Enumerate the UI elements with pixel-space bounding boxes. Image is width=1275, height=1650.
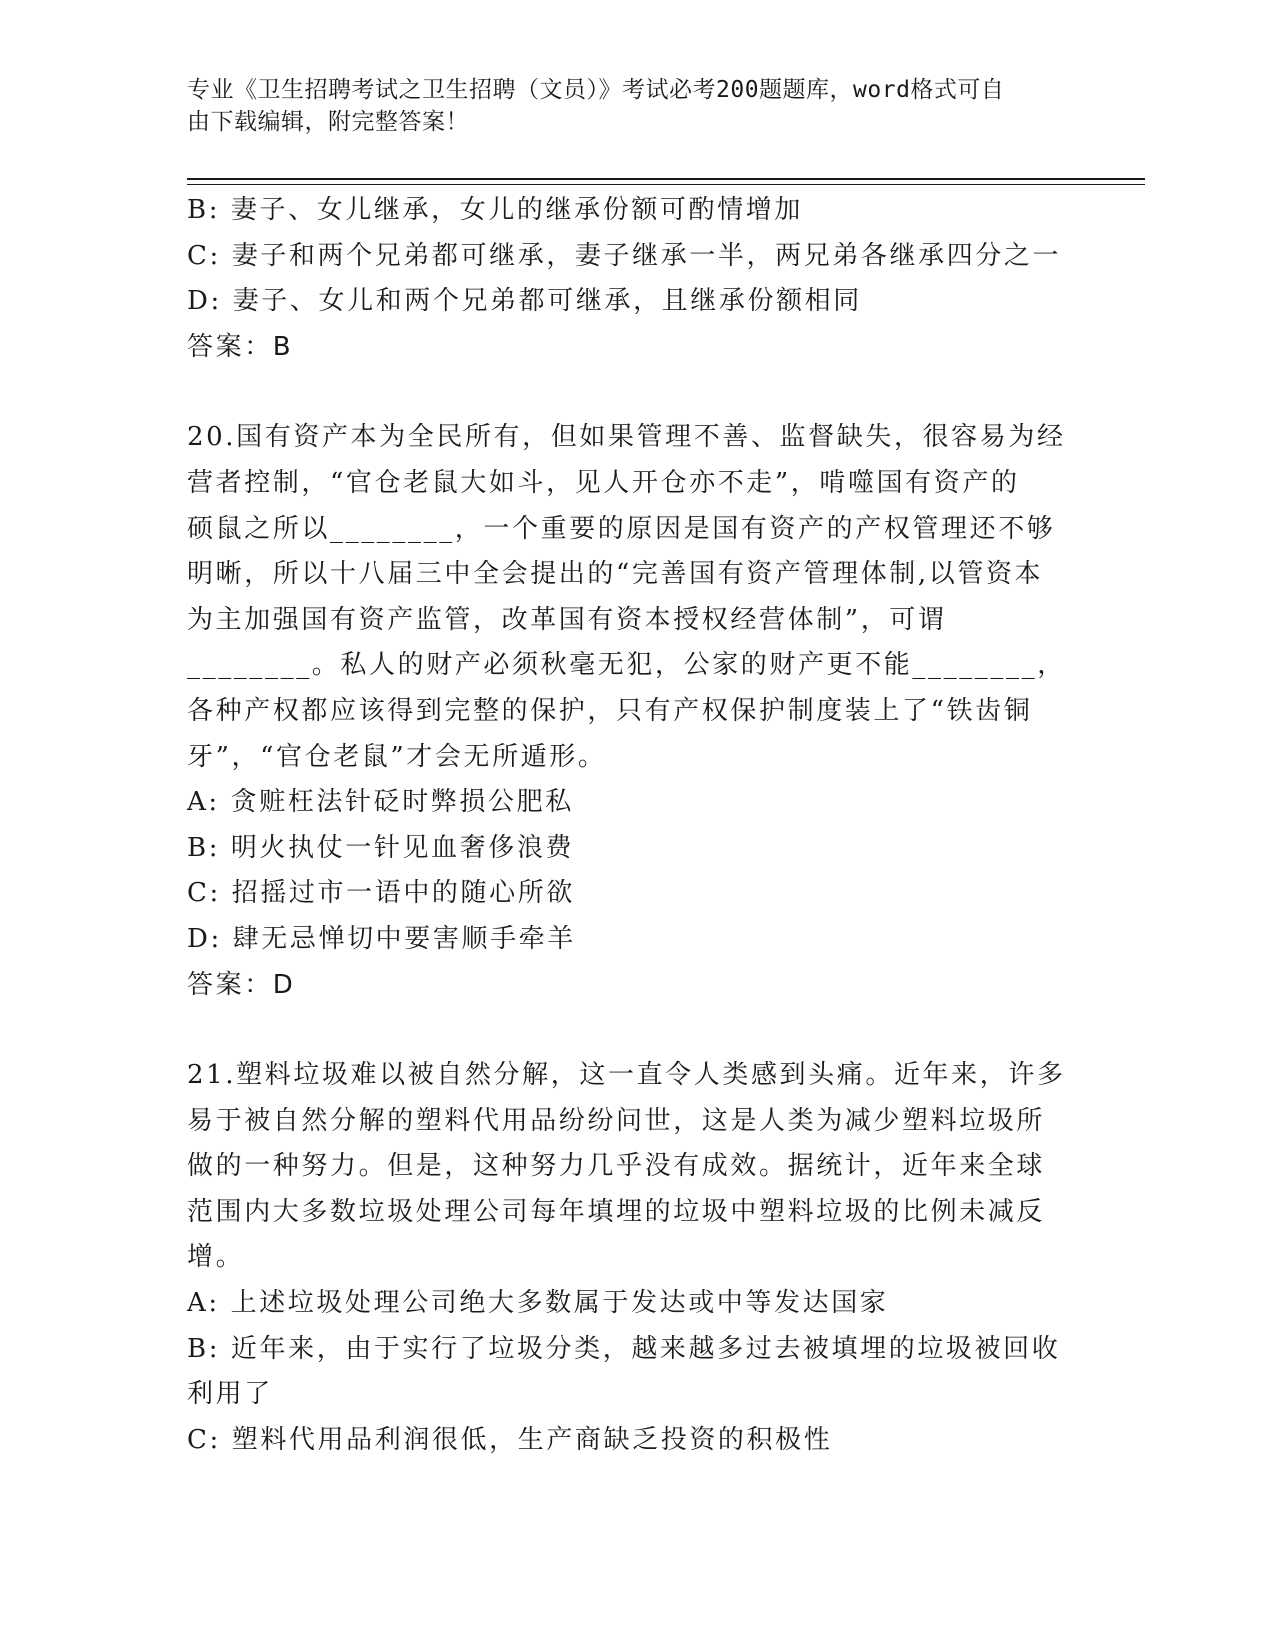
header-line-2: 由下载编辑，附完整答案！: [187, 109, 469, 135]
q19-option-d: D: 妻子、女儿和两个兄弟都可继承，且继承份额相同: [187, 286, 862, 317]
q21-option-b-line: B: 近年来，由于实行了垃圾分类，越来越多过去被填埋的垃圾被回收: [187, 1333, 1061, 1364]
q20-option-d: D: 肆无忌惮切中要害顺手牵羊: [187, 923, 576, 954]
header-line-1: 专业《卫生招聘考试之卫生招聘（文员）》考试必考200题题库，word格式可自: [187, 77, 1005, 103]
q20-stem-line: 各种产权都应该得到完整的保护，只有产权保护制度装上了“铁齿铜: [187, 695, 1033, 726]
q20-stem-line: 营者控制，“官仓老鼠大如斗，见人开仓亦不走”，啃噬国有资产的: [187, 467, 1020, 498]
q20-stem-line: 牙”，“官仓老鼠”才会无所遁形。: [187, 741, 607, 772]
q21-option-b-line: 利用了: [187, 1379, 273, 1410]
q20-stem-line: 明晰，所以十八届三中全会提出的“完善国有资产管理体制,以管资本: [187, 559, 1044, 590]
q20-stem-line: ________。私人的财产必须秋毫无犯，公家的财产更不能________，: [187, 650, 1066, 681]
q20-stem-line: 硕鼠之所以________，一个重要的原因是国有资产的产权管理还不够: [187, 513, 1056, 544]
question-20: [187, 415, 1087, 1008]
q19-answer: 答案：B: [187, 331, 294, 362]
q21-option-c: C: 塑料代用品利润很低，生产商缺乏投资的积极性: [187, 1424, 833, 1455]
q21-option-a: A: 上述垃圾处理公司绝大多数属于发达或中等发达国家: [187, 1288, 889, 1319]
q20-option-c: C: 招摇过市一语中的随心所欲: [187, 878, 575, 909]
q21-stem-line: 易于被自然分解的塑料代用品纷纷问世，这是人类为减少塑料垃圾所: [187, 1105, 1046, 1136]
question-21: [187, 1053, 1087, 1463]
q20-option-a: A: 贪赃枉法针砭时弊损公肥私: [187, 787, 574, 818]
q21-stem-line: 范围内大多数垃圾处理公司每年填埋的垃圾中塑料垃圾的比例未减反: [187, 1196, 1046, 1227]
question-gap: [187, 1008, 1087, 1053]
document-body: [187, 188, 1087, 1463]
document-header: [187, 74, 1067, 138]
q21-stem-line: 21.塑料垃圾难以被自然分解，这一直令人类感到头痛。近年来，许多: [187, 1060, 1066, 1091]
q19-option-b: B: 妻子、女儿继承，女儿的继承份额可酌情增加: [187, 195, 803, 225]
header-divider-thin: [187, 184, 1145, 185]
q20-stem-line: 为主加强国有资产监管，改革国有资本授权经营体制”，可谓: [187, 604, 947, 635]
header-divider-thick: [187, 178, 1145, 180]
question-gap: [187, 370, 1087, 415]
question-19-tail: [187, 188, 1087, 370]
q20-stem-line: 20.国有资产本为全民所有，但如果管理不善、监督缺失，很容易为经: [187, 422, 1066, 453]
q20-option-b: B: 明火执仗一针见血奢侈浪费: [187, 832, 575, 863]
q19-option-c: C: 妻子和两个兄弟都可继承，妻子继承一半，两兄弟各继承四分之一: [187, 240, 1062, 271]
q21-stem-line: 做的一种努力。但是，这种努力几乎没有成效。据统计，近年来全球: [187, 1151, 1046, 1182]
q20-answer: 答案：D: [187, 969, 296, 1000]
q21-stem-line: 增。: [187, 1242, 245, 1273]
